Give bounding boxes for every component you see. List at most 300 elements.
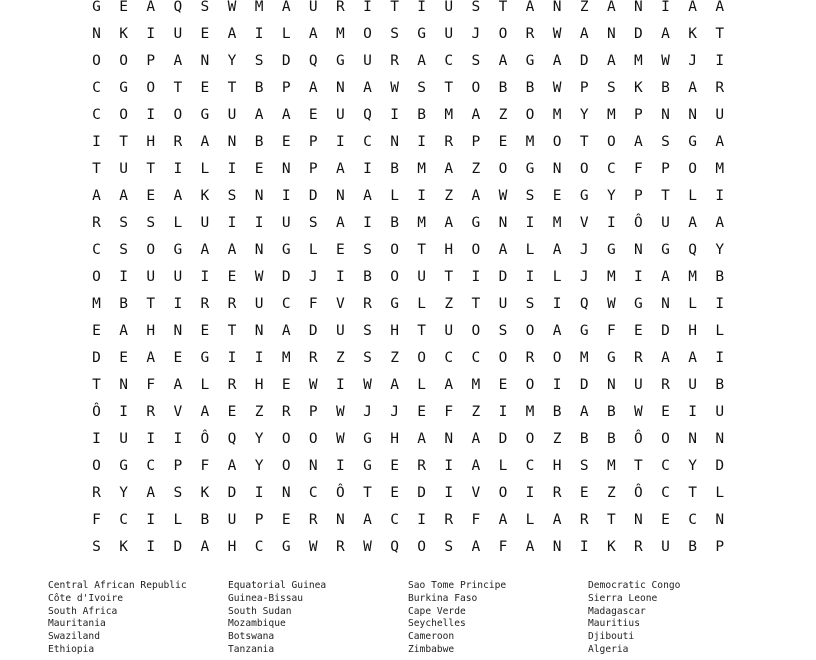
grid-cell[interactable]: O [390,242,399,258]
grid-cell[interactable]: R [525,350,535,366]
grid-cell[interactable]: S [390,26,399,42]
grid-cell[interactable]: E [281,377,291,393]
grid-cell[interactable]: A [688,215,697,231]
grid-cell[interactable]: R [579,512,589,528]
grid-cell[interactable]: B [363,269,372,285]
grid-cell[interactable]: F [471,512,481,528]
grid-cell[interactable]: N [715,512,725,528]
grid-cell[interactable]: Ô [200,431,210,447]
grid-cell[interactable]: R [363,296,372,312]
grid-cell[interactable]: U [336,323,345,339]
grid-cell[interactable]: B [606,404,616,420]
grid-cell[interactable]: I [444,458,454,474]
grid-cell[interactable]: I [363,161,372,177]
grid-cell[interactable]: I [200,269,210,285]
grid-cell[interactable]: Y [606,188,616,204]
grid-cell[interactable]: A [363,80,372,96]
grid-cell[interactable]: Y [254,458,264,474]
grid-cell[interactable]: I [119,404,128,420]
grid-cell[interactable]: W [634,404,643,420]
grid-cell[interactable]: U [173,26,183,42]
grid-cell[interactable]: M [606,107,616,123]
grid-cell[interactable]: L [688,296,697,312]
grid-cell[interactable]: U [444,0,454,15]
grid-cell[interactable]: O [417,539,427,555]
grid-cell[interactable]: N [336,512,345,528]
grid-cell[interactable]: G [579,188,589,204]
grid-cell[interactable]: L [715,485,725,501]
grid-cell[interactable]: I [254,215,264,231]
grid-cell[interactable]: A [200,242,210,258]
grid-cell[interactable]: W [552,80,562,96]
grid-cell[interactable]: E [498,377,508,393]
grid-cell[interactable]: R [92,215,101,231]
grid-cell[interactable]: G [525,161,535,177]
grid-cell[interactable]: O [525,431,535,447]
grid-cell[interactable]: B [579,431,589,447]
grid-cell[interactable]: P [281,80,291,96]
grid-cell[interactable]: T [471,296,481,312]
grid-cell[interactable]: R [336,539,345,555]
grid-cell[interactable]: G [471,215,481,231]
grid-cell[interactable]: N [688,431,697,447]
grid-cell[interactable]: R [417,458,427,474]
grid-cell[interactable]: F [606,323,616,339]
grid-cell[interactable]: N [444,431,454,447]
grid-cell[interactable]: K [119,26,128,42]
grid-cell[interactable]: A [661,269,670,285]
grid-cell[interactable]: E [661,512,670,528]
grid-cell[interactable]: I [173,296,183,312]
grid-cell[interactable]: G [200,350,210,366]
grid-cell[interactable]: T [390,0,399,15]
grid-cell[interactable]: H [146,323,156,339]
grid-cell[interactable]: E [227,404,237,420]
grid-cell[interactable]: P [715,539,725,555]
grid-cell[interactable]: J [308,269,318,285]
grid-cell[interactable]: A [227,242,237,258]
grid-cell[interactable]: T [688,485,697,501]
grid-cell[interactable]: I [146,26,156,42]
grid-cell[interactable]: T [579,134,589,150]
grid-cell[interactable]: I [146,512,156,528]
grid-cell[interactable]: N [336,80,345,96]
grid-cell[interactable]: U [119,161,128,177]
grid-cell[interactable]: N [119,377,128,393]
grid-cell[interactable]: H [552,458,562,474]
grid-cell[interactable]: N [336,188,345,204]
grid-cell[interactable]: T [146,161,156,177]
grid-cell[interactable]: U [715,404,725,420]
grid-cell[interactable]: O [525,107,535,123]
grid-cell[interactable]: B [417,107,427,123]
grid-cell[interactable]: I [336,377,345,393]
grid-cell[interactable]: R [715,80,725,96]
grid-cell[interactable]: N [552,161,562,177]
grid-cell[interactable]: N [498,215,508,231]
grid-cell[interactable]: S [498,323,508,339]
grid-cell[interactable]: I [417,0,427,15]
grid-cell[interactable]: A [715,0,725,15]
grid-cell[interactable]: Z [552,431,562,447]
grid-cell[interactable]: S [417,80,427,96]
grid-cell[interactable]: C [444,53,454,69]
grid-cell[interactable]: N [92,26,101,42]
grid-cell[interactable]: E [200,26,210,42]
grid-cell[interactable]: A [661,26,670,42]
grid-cell[interactable]: L [417,296,427,312]
grid-cell[interactable]: D [308,188,318,204]
grid-cell[interactable]: O [119,53,128,69]
grid-cell[interactable]: G [173,242,183,258]
grid-cell[interactable]: Y [688,458,697,474]
grid-cell[interactable]: U [688,377,697,393]
grid-cell[interactable]: D [417,485,427,501]
grid-cell[interactable]: L [390,188,399,204]
grid-cell[interactable]: M [92,296,101,312]
grid-cell[interactable]: Q [227,431,237,447]
grid-cell[interactable]: Q [579,296,589,312]
grid-cell[interactable]: A [715,134,725,150]
grid-cell[interactable]: A [200,539,210,555]
grid-cell[interactable]: Y [227,53,237,69]
grid-cell[interactable]: M [634,53,643,69]
grid-cell[interactable]: Z [471,161,481,177]
grid-cell[interactable]: R [92,485,101,501]
grid-cell[interactable]: F [308,296,318,312]
grid-cell[interactable]: L [688,188,697,204]
grid-cell[interactable]: C [606,161,616,177]
grid-cell[interactable]: E [200,80,210,96]
grid-cell[interactable]: D [579,53,589,69]
grid-cell[interactable]: T [227,80,237,96]
grid-cell[interactable]: S [471,53,481,69]
grid-cell[interactable]: G [281,539,291,555]
grid-cell[interactable]: T [444,269,454,285]
grid-cell[interactable]: V [579,215,589,231]
grid-cell[interactable]: C [444,350,454,366]
grid-cell[interactable]: B [119,296,128,312]
grid-cell[interactable]: N [634,0,643,15]
grid-cell[interactable]: O [525,323,535,339]
grid-cell[interactable]: I [363,215,372,231]
grid-cell[interactable]: H [444,242,454,258]
grid-cell[interactable]: R [173,134,183,150]
grid-cell[interactable]: K [119,539,128,555]
grid-cell[interactable]: E [227,269,237,285]
grid-cell[interactable]: C [390,512,399,528]
grid-cell[interactable]: A [471,188,481,204]
grid-cell[interactable]: E [173,350,183,366]
grid-cell[interactable]: G [119,458,128,474]
grid-cell[interactable]: Q [363,107,372,123]
grid-cell[interactable]: O [552,134,562,150]
grid-cell[interactable]: O [390,269,399,285]
grid-cell[interactable]: G [606,350,616,366]
grid-cell[interactable]: L [552,269,562,285]
grid-cell[interactable]: S [525,188,535,204]
grid-cell[interactable]: D [227,485,237,501]
grid-cell[interactable]: T [417,323,427,339]
grid-cell[interactable]: F [146,377,156,393]
grid-cell[interactable]: C [661,485,670,501]
grid-cell[interactable]: I [444,485,454,501]
grid-cell[interactable]: D [579,377,589,393]
grid-cell[interactable]: C [119,512,128,528]
grid-cell[interactable]: A [471,431,481,447]
grid-cell[interactable]: Ô [634,431,643,447]
grid-cell[interactable]: R [661,377,670,393]
grid-cell[interactable]: Ô [634,485,643,501]
grid-cell[interactable]: W [308,539,318,555]
grid-cell[interactable]: A [173,188,183,204]
grid-cell[interactable]: I [606,215,616,231]
grid-cell[interactable]: E [634,323,643,339]
grid-cell[interactable]: P [661,161,670,177]
grid-cell[interactable]: N [254,242,264,258]
grid-cell[interactable]: T [444,80,454,96]
grid-cell[interactable]: G [281,242,291,258]
grid-cell[interactable]: N [606,377,616,393]
grid-cell[interactable]: P [254,512,264,528]
grid-cell[interactable]: O [606,134,616,150]
grid-cell[interactable]: A [363,512,372,528]
grid-cell[interactable]: A [308,80,318,96]
grid-cell[interactable]: D [173,539,183,555]
grid-cell[interactable]: L [308,242,318,258]
grid-cell[interactable]: N [715,431,725,447]
grid-cell[interactable]: Y [579,107,589,123]
grid-cell[interactable]: E [417,404,427,420]
grid-cell[interactable]: E [119,0,128,15]
grid-cell[interactable]: E [336,242,345,258]
grid-cell[interactable]: F [92,512,101,528]
grid-cell[interactable]: C [92,107,101,123]
grid-cell[interactable]: M [281,350,291,366]
grid-cell[interactable]: I [336,269,345,285]
grid-cell[interactable]: B [390,215,399,231]
grid-cell[interactable]: U [444,323,454,339]
grid-cell[interactable]: O [498,26,508,42]
grid-cell[interactable]: F [634,161,643,177]
grid-cell[interactable]: L [173,215,183,231]
grid-cell[interactable]: W [363,377,372,393]
grid-cell[interactable]: I [661,0,670,15]
grid-cell[interactable]: T [606,512,616,528]
grid-cell[interactable]: A [552,53,562,69]
grid-cell[interactable]: W [661,53,670,69]
grid-cell[interactable]: I [173,161,183,177]
grid-cell[interactable]: N [661,296,670,312]
grid-cell[interactable]: U [498,296,508,312]
grid-cell[interactable]: M [606,458,616,474]
grid-cell[interactable]: E [579,485,589,501]
grid-cell[interactable]: L [200,377,210,393]
grid-cell[interactable]: N [254,323,264,339]
grid-cell[interactable]: I [363,0,372,15]
grid-cell[interactable]: C [92,242,101,258]
grid-cell[interactable]: D [715,458,725,474]
grid-cell[interactable]: T [661,188,670,204]
grid-cell[interactable]: U [336,107,345,123]
grid-cell[interactable]: R [308,350,318,366]
grid-cell[interactable]: S [444,539,454,555]
grid-cell[interactable]: O [525,377,535,393]
grid-cell[interactable]: P [308,404,318,420]
grid-cell[interactable]: O [498,485,508,501]
grid-cell[interactable]: A [661,350,670,366]
grid-cell[interactable]: E [390,458,399,474]
grid-cell[interactable]: O [92,53,101,69]
grid-cell[interactable]: P [308,161,318,177]
grid-cell[interactable]: R [227,296,237,312]
grid-cell[interactable]: V [336,296,345,312]
grid-cell[interactable]: N [281,485,291,501]
grid-cell[interactable]: T [92,377,101,393]
grid-cell[interactable]: S [119,242,128,258]
grid-cell[interactable]: I [417,134,427,150]
grid-cell[interactable]: I [715,53,725,69]
grid-cell[interactable]: A [173,377,183,393]
grid-cell[interactable]: O [281,458,291,474]
grid-cell[interactable]: D [92,350,101,366]
grid-cell[interactable]: A [281,107,291,123]
grid-cell[interactable]: I [715,188,725,204]
grid-cell[interactable]: A [417,431,427,447]
grid-cell[interactable]: J [579,242,589,258]
grid-cell[interactable]: J [390,404,399,420]
grid-cell[interactable]: L [525,512,535,528]
grid-cell[interactable]: I [525,485,535,501]
grid-cell[interactable]: L [525,242,535,258]
grid-cell[interactable]: R [227,377,237,393]
grid-cell[interactable]: Z [254,404,264,420]
grid-cell[interactable]: M [336,26,345,42]
grid-cell[interactable]: A [308,26,318,42]
grid-cell[interactable]: A [146,485,156,501]
grid-cell[interactable]: H [254,377,264,393]
grid-cell[interactable]: M [417,161,427,177]
grid-cell[interactable]: N [227,134,237,150]
grid-cell[interactable]: U [200,215,210,231]
grid-cell[interactable]: V [471,485,481,501]
grid-cell[interactable]: E [119,350,128,366]
grid-cell[interactable]: A [444,215,454,231]
grid-cell[interactable]: O [661,431,670,447]
grid-cell[interactable]: S [119,215,128,231]
grid-cell[interactable]: Z [471,404,481,420]
grid-cell[interactable]: U [308,0,318,15]
grid-cell[interactable]: G [634,296,643,312]
grid-cell[interactable]: R [146,404,156,420]
grid-cell[interactable]: U [363,53,372,69]
grid-cell[interactable]: O [688,161,697,177]
grid-cell[interactable]: D [634,26,643,42]
grid-cell[interactable]: S [606,80,616,96]
grid-cell[interactable]: O [281,431,291,447]
grid-cell[interactable]: C [281,296,291,312]
grid-cell[interactable]: Ô [634,215,643,231]
grid-cell[interactable]: G [336,53,345,69]
grid-cell[interactable]: T [227,323,237,339]
grid-cell[interactable]: M [688,269,697,285]
grid-cell[interactable]: J [579,269,589,285]
grid-cell[interactable]: I [227,350,237,366]
grid-cell[interactable]: Q [390,539,399,555]
grid-cell[interactable]: U [254,296,264,312]
grid-cell[interactable]: N [390,134,399,150]
grid-cell[interactable]: W [498,188,508,204]
grid-cell[interactable]: M [525,404,535,420]
grid-cell[interactable]: K [688,26,697,42]
grid-cell[interactable]: A [552,242,562,258]
grid-cell[interactable]: R [444,512,454,528]
grid-cell[interactable]: E [281,512,291,528]
grid-cell[interactable]: P [173,458,183,474]
grid-cell[interactable]: U [417,269,427,285]
grid-cell[interactable]: Q [308,53,318,69]
grid-cell[interactable]: I [552,296,562,312]
grid-cell[interactable]: F [200,458,210,474]
grid-cell[interactable]: O [579,161,589,177]
grid-cell[interactable]: A [200,404,210,420]
grid-cell[interactable]: C [92,80,101,96]
grid-cell[interactable]: N [552,539,562,555]
grid-cell[interactable]: A [471,539,481,555]
grid-cell[interactable]: Y [119,485,128,501]
grid-cell[interactable]: A [417,53,427,69]
grid-cell[interactable]: G [661,242,670,258]
grid-cell[interactable]: A [92,188,101,204]
grid-cell[interactable]: A [119,323,128,339]
grid-cell[interactable]: R [390,53,399,69]
grid-cell[interactable]: P [308,134,318,150]
grid-cell[interactable]: Z [444,296,454,312]
grid-cell[interactable]: L [200,161,210,177]
grid-cell[interactable]: R [336,0,345,15]
grid-cell[interactable]: S [92,539,101,555]
grid-cell[interactable]: A [715,215,725,231]
grid-cell[interactable]: B [200,512,210,528]
grid-cell[interactable]: A [525,0,535,15]
grid-cell[interactable]: B [715,269,725,285]
grid-cell[interactable]: W [227,0,237,15]
grid-cell[interactable]: A [254,107,264,123]
grid-cell[interactable]: A [579,404,589,420]
grid-cell[interactable]: A [173,53,183,69]
grid-cell[interactable]: O [471,242,481,258]
grid-cell[interactable]: R [200,296,210,312]
grid-cell[interactable]: G [579,323,589,339]
grid-cell[interactable]: O [552,350,562,366]
grid-cell[interactable]: A [552,323,562,339]
grid-cell[interactable]: T [146,296,156,312]
grid-cell[interactable]: J [471,26,481,42]
grid-cell[interactable]: E [498,134,508,150]
grid-cell[interactable]: A [606,53,616,69]
grid-cell[interactable]: B [498,80,508,96]
grid-cell[interactable]: K [634,80,643,96]
grid-cell[interactable]: B [254,134,264,150]
grid-cell[interactable]: A [227,458,237,474]
grid-cell[interactable]: Q [173,0,183,15]
grid-cell[interactable]: N [552,0,562,15]
grid-cell[interactable]: S [227,188,237,204]
grid-cell[interactable]: N [308,458,318,474]
grid-cell[interactable]: G [92,0,101,15]
grid-cell[interactable]: E [92,323,101,339]
grid-cell[interactable]: R [281,404,291,420]
